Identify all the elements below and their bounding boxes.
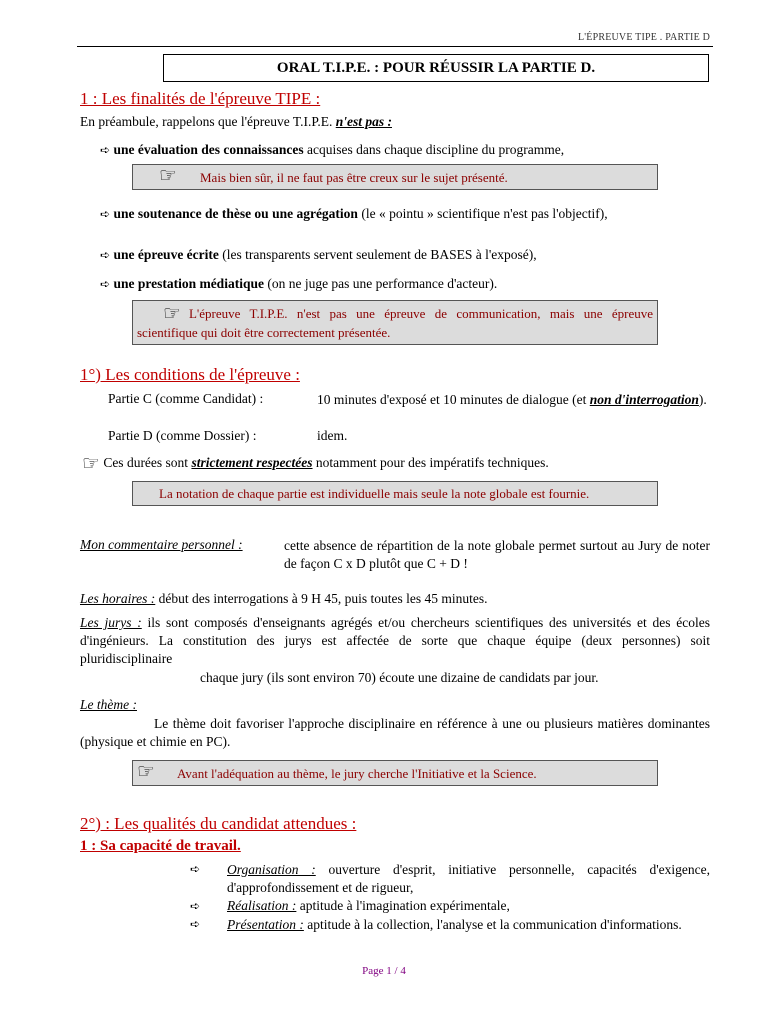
subsection-heading: 1 : Sa capacité de travail. <box>80 838 241 854</box>
section-heading-conditions: 1°) Les conditions de l'épreuve : <box>80 365 300 384</box>
header-rule <box>77 46 713 47</box>
jury-paragraph: Les jurys : ils sont composés d'enseignants agrégés et/ou chercheurs scientifiques des universités et des écoles d'ingénieurs. La constitution des jurys est affectée de sorte que chaque équipe (deux personnes) soit pluridisciplinaire <box>80 615 710 666</box>
part-c-label: Partie C (comme Candidat) : <box>108 391 264 406</box>
list-item: ➪ une soutenance de thèse ou une agrégation (le « pointu » scientifique n'est pas l'objectif), <box>100 206 608 221</box>
pointing-hand-icon: ☞ <box>137 759 155 783</box>
part-d-text: idem. <box>317 428 348 443</box>
intro-text: En préambule, rappelons que l'épreuve T.I.P.E. <box>80 114 333 129</box>
arrow-icon: ➪ <box>100 143 111 157</box>
section-heading-qualites: 2°) : Les qualités du candidat attendues : <box>80 814 357 833</box>
intro-emphasis: n'est pas : <box>335 114 392 129</box>
note-box: ☞ L'épreuve T.I.P.E. n'est pas une épreuve de communication, mais une épreuve scientifique qui doit être correctement présentée. <box>132 300 658 345</box>
note-box: La notation de chaque partie est individuelle mais seule la note globale est fournie. <box>132 481 658 506</box>
pointing-hand-icon: ☞ <box>82 451 100 475</box>
arrow-icon: ➪ <box>100 207 111 221</box>
part-d-label: Partie D (comme Dossier) : <box>108 428 257 443</box>
intro-paragraph <box>80 114 392 130</box>
part-c-text: 10 minutes d'exposé et 10 minutes de dialogue (et non d'interrogation). <box>317 392 707 407</box>
comment-text: cette absence de répartition de la note globale permet surtout au Jury de noter de façon C x D plutôt que C + D ! <box>284 538 710 571</box>
arrow-icon: ➪ <box>190 899 201 913</box>
durations-line: ☞ Ces durées sont strictement respectées notamment pour des impératifs techniques. <box>82 451 549 475</box>
list-item: ➪ une épreuve écrite (les transparents servent seulement de BASES à l'exposé), <box>100 247 537 262</box>
pointing-hand-icon: ☞ <box>163 301 181 325</box>
list-item: ➪ une prestation médiatique (on ne juge pas une performance d'acteur). <box>100 276 498 291</box>
arrow-icon: ➪ <box>190 917 201 931</box>
list-item: Présentation : aptitude à la collection, l'analyse et la communication d'informations. <box>227 917 682 932</box>
arrow-icon: ➪ <box>190 862 201 876</box>
note-box: ☞ Mais bien sûr, il ne faut pas être creux sur le sujet présenté. <box>132 164 658 190</box>
list-item: Réalisation : aptitude à l'imagination expérimentale, <box>227 898 510 913</box>
pointing-hand-icon: ☞ <box>159 163 177 187</box>
list-item: ➪ une évaluation des connaissances acquises dans chaque discipline du programme, <box>100 142 565 157</box>
page-title: ORAL T.I.P.E. : POUR RÉUSSIR LA PARTIE D. <box>163 54 709 82</box>
theme-text: Le thème doit favoriser l'approche disciplinaire en référence à une ou plusieurs matières dominantes (physique et chimie en PC). <box>80 716 710 749</box>
theme-label: Le thème : <box>80 697 137 712</box>
jury-paragraph-2: chaque jury (ils sont environ 70) écoute une dizaine de candidats par jour. <box>200 670 599 685</box>
page-number: Page 1 / 4 <box>362 965 406 977</box>
hours-line: Les horaires : début des interrogations à 9 H 45, puis toutes les 45 minutes. <box>80 591 488 606</box>
note-box: ☞ Avant l'adéquation au thème, le jury cherche l'Initiative et la Science. <box>132 760 658 786</box>
list-item: Organisation : ouverture d'esprit, initiative personnelle, capacités d'exigence, d'approfondissement et de rigueur, <box>227 862 711 895</box>
comment-label: Mon commentaire personnel : <box>80 537 243 552</box>
arrow-icon: ➪ <box>100 277 111 291</box>
section-heading-finalites: 1 : Les finalités de l'épreuve TIPE : <box>80 89 321 108</box>
arrow-icon: ➪ <box>100 248 111 262</box>
running-header: L'ÉPREUVE TIPE . PARTIE D <box>577 32 710 43</box>
